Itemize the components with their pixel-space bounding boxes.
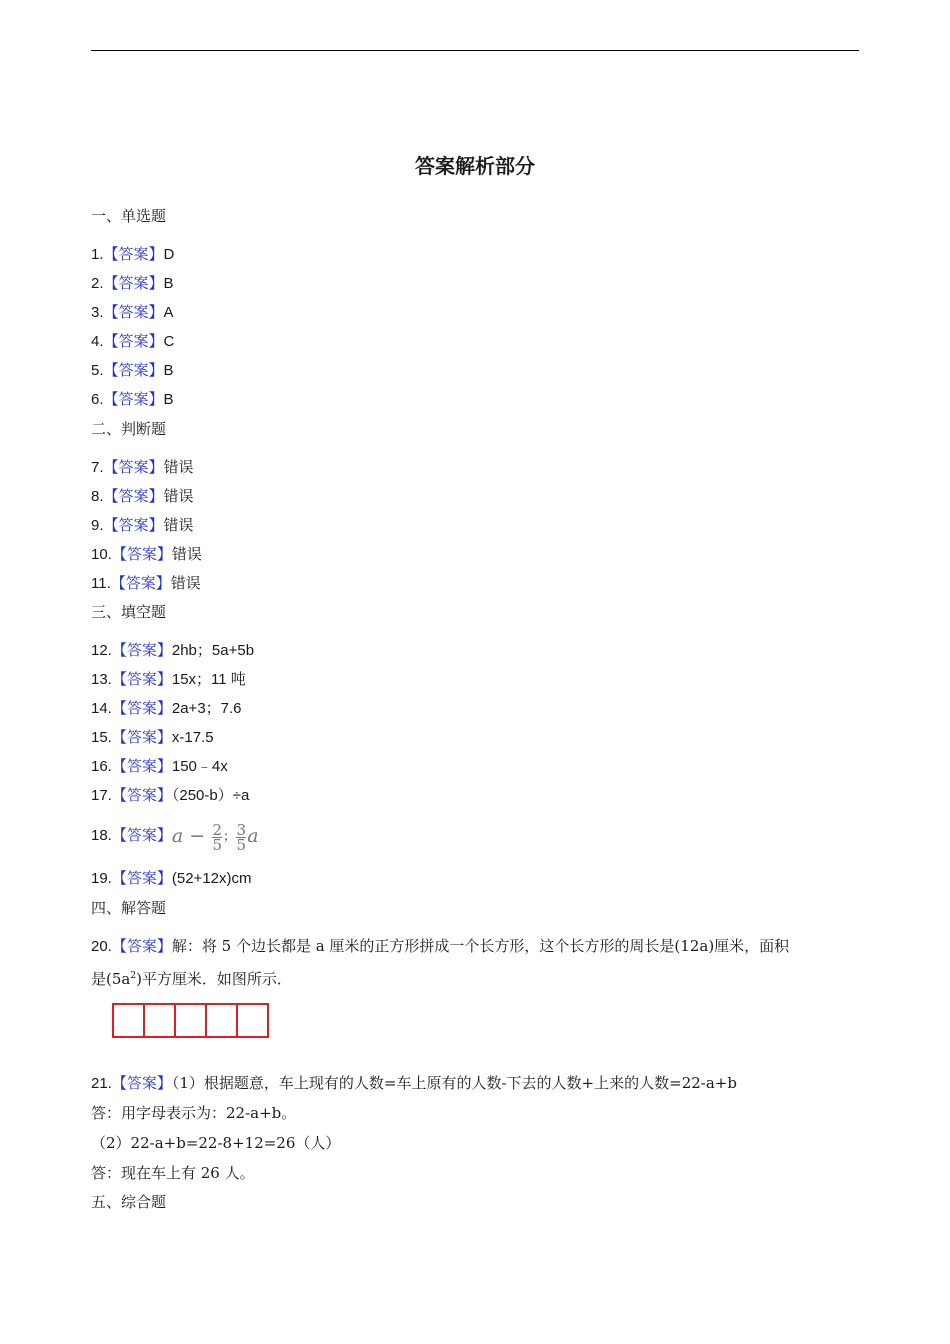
fraction (212, 820, 222, 854)
answer-number: 12. (91, 642, 112, 659)
answer-line (91, 244, 174, 265)
answer-text: D (163, 246, 175, 263)
section-heading: 四、解答题 (91, 899, 167, 917)
answer-line (91, 727, 214, 748)
answer-tag: 【答案】 (103, 516, 164, 534)
answer-line (91, 544, 202, 565)
answer-tag: 【答案】 (111, 757, 172, 775)
answer-tag: 【答案】 (103, 390, 164, 408)
answer-text: B (163, 275, 174, 292)
separator: ； (223, 829, 236, 844)
answer-number: 18. (91, 827, 112, 844)
answer-line (91, 573, 201, 594)
answer-text: 2hb；5a+5b (171, 642, 255, 659)
answer-tag: 【答案】 (111, 1074, 172, 1092)
answer-line (91, 756, 228, 777)
answer-number: 10. (91, 546, 112, 563)
answer-number: 15. (91, 729, 112, 746)
answer-number: 6. (91, 391, 104, 408)
answer-number: 2. (91, 275, 104, 292)
answer-line (91, 785, 249, 806)
answer-continuation (91, 966, 292, 989)
square (143, 1003, 176, 1038)
answer-text: 错误 (171, 545, 202, 563)
section-heading: 二、判断题 (91, 420, 167, 438)
answer-text: 是(5a (91, 970, 131, 988)
answer-tag: 【答案】 (111, 869, 172, 887)
answer-tag: 【答案】 (103, 458, 164, 476)
fraction-denominator: 5 (212, 835, 222, 854)
answer-number: 21. (91, 1075, 112, 1092)
answer-line (91, 331, 174, 352)
answer-tag: 【答案】 (103, 332, 164, 350)
answer-tag: 【答案】 (111, 699, 172, 717)
answer-tag: 【答案】 (110, 574, 171, 592)
answer-line (91, 815, 259, 856)
rectangle-of-squares-figure (112, 1003, 269, 1038)
answer-number: 20. (91, 938, 112, 955)
answer-line (91, 486, 194, 507)
answer-number: 1. (91, 246, 104, 263)
answer-continuation: 答：用字母表示为：22-a+b。 (91, 1104, 297, 1122)
answer-line (91, 936, 789, 957)
answer-text: 解：将 5 个边长都是 a 厘米的正方形拼成一个长方形，这个长方形的周长是(12a)厘米，面积 (171, 937, 790, 955)
answer-number: 3. (91, 304, 104, 321)
answer-number: 16. (91, 758, 112, 775)
answer-number: 14. (91, 700, 112, 717)
answer-tag: 【答案】 (111, 786, 172, 804)
answer-tag: 【答案】 (103, 487, 164, 505)
math-variable: a (247, 825, 259, 848)
answer-line (91, 273, 174, 294)
answer-line (91, 669, 246, 690)
fraction (236, 820, 246, 854)
answer-line (91, 515, 194, 536)
answer-text: )平方厘米．如图所示． (136, 970, 292, 988)
math-variable: a (171, 825, 184, 848)
square (112, 1003, 145, 1038)
answer-tag: 【答案】 (111, 670, 172, 688)
answer-tag: 【答案】 (111, 641, 172, 659)
fraction-numerator: 3 (236, 820, 246, 839)
answer-text: 15x；11 吨 (171, 671, 246, 688)
answer-line (91, 457, 194, 478)
square (205, 1003, 238, 1038)
answer-text: （250-b）÷a (171, 787, 250, 804)
answer-tag: 【答案】 (103, 303, 164, 321)
answer-continuation: （2）22-a+b=22-8+12=26（人） (91, 1134, 341, 1152)
answer-text: 错误 (163, 458, 194, 476)
answer-number: 7. (91, 459, 104, 476)
square (236, 1003, 269, 1038)
fraction-denominator: 5 (236, 835, 246, 854)
answer-tag: 【答案】 (111, 937, 172, 955)
section-heading: 五、综合题 (91, 1193, 167, 1211)
answer-text: A (163, 304, 174, 321)
answer-number: 11. (91, 575, 111, 592)
answer-line (91, 302, 174, 323)
answer-number: 8. (91, 488, 104, 505)
answer-tag: 【答案】 (111, 826, 172, 844)
fraction-numerator: 2 (212, 820, 222, 839)
answer-number: 5. (91, 362, 104, 379)
header-rule (91, 50, 859, 51)
math-expression (172, 816, 223, 856)
answer-number: 19. (91, 870, 112, 887)
superscript: 2 (130, 971, 137, 981)
answer-number: 13. (91, 671, 112, 688)
answer-text: (52+12x)cm (171, 870, 252, 887)
answer-text: 错误 (163, 516, 194, 534)
answer-line (91, 868, 252, 889)
answer-text: B (163, 391, 174, 408)
answer-text: 错误 (170, 574, 201, 592)
answer-tag: 【答案】 (111, 728, 172, 746)
answer-continuation: 答：现在车上有 26 人。 (91, 1164, 255, 1182)
answer-text: （1）根据题意，车上现有的人数=车上原有的人数-下去的人数+上来的人数=22-a+b (171, 1074, 737, 1092)
answer-tag: 【答案】 (103, 274, 164, 292)
answer-text: 2a+3；7.6 (171, 700, 242, 717)
answer-number: 9. (91, 517, 104, 534)
answer-line (91, 640, 254, 661)
answer-tag: 【答案】 (103, 361, 164, 379)
answer-text: x-17.5 (171, 729, 214, 746)
answer-number: 4. (91, 333, 104, 350)
section-heading: 一、单选题 (91, 207, 167, 225)
answer-tag: 【答案】 (111, 545, 172, 563)
answer-line (91, 698, 242, 719)
answer-line (91, 389, 174, 410)
math-operator: − (189, 825, 206, 848)
answer-line (91, 1073, 737, 1094)
answer-text: B (163, 362, 174, 379)
square (174, 1003, 207, 1038)
answer-tag: 【答案】 (103, 245, 164, 263)
section-heading: 三、填空题 (91, 603, 167, 621)
answer-line (91, 360, 174, 381)
math-expression (235, 816, 258, 856)
answer-text: 错误 (163, 487, 194, 505)
page-title: 答案解析部分 (415, 154, 535, 178)
answer-text: C (163, 333, 175, 350)
answer-text: 150﹣4x (171, 758, 228, 775)
answer-number: 17. (91, 787, 112, 804)
